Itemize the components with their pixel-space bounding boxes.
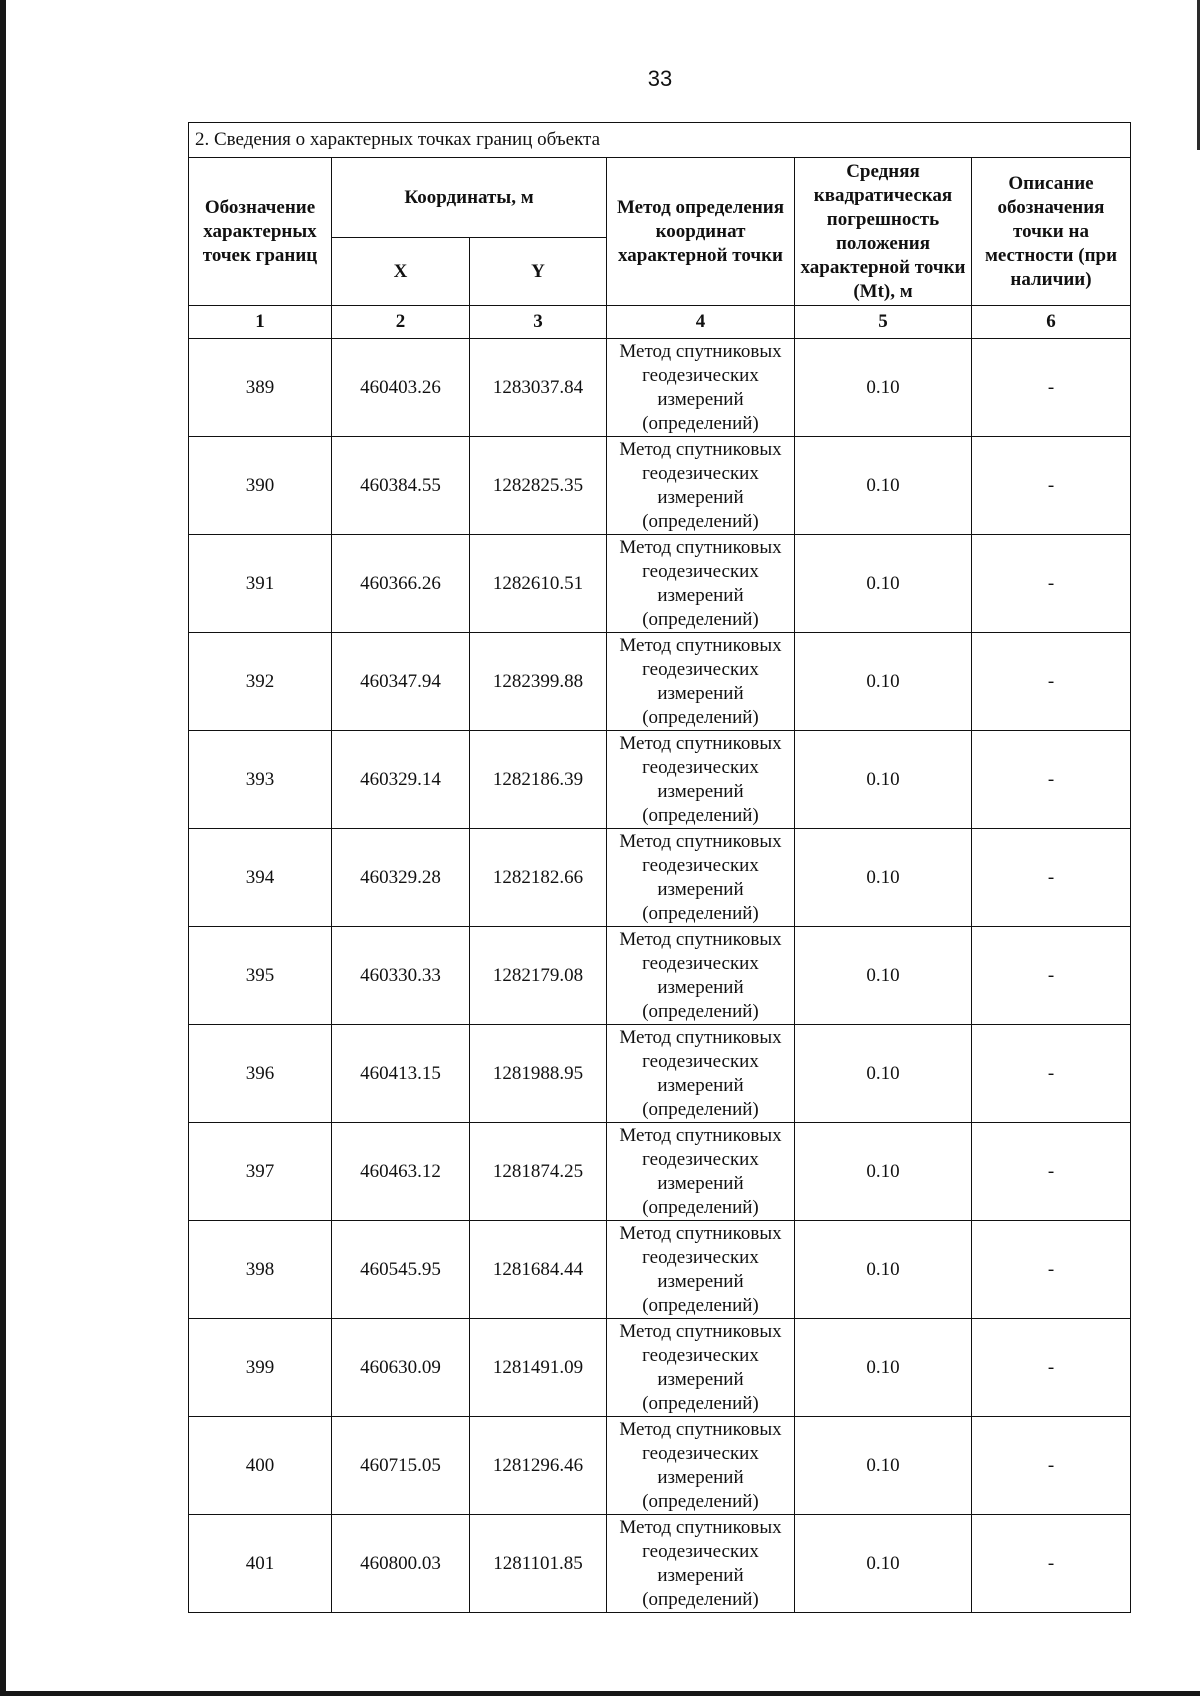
description-cell: - xyxy=(972,1515,1131,1613)
table-row xyxy=(189,339,1131,437)
method-cell: Метод спутниковых геодезических измерений (определений) xyxy=(607,927,795,1025)
table-row xyxy=(189,1123,1131,1221)
description-cell: - xyxy=(972,633,1131,731)
point-cell: 396 xyxy=(189,1025,332,1123)
mean-square-error-cell: 0.10 xyxy=(795,339,972,437)
method-cell: Метод спутниковых геодезических измерений (определений) xyxy=(607,829,795,927)
header-row-1 xyxy=(189,158,1131,238)
mean-square-error-cell: 0.10 xyxy=(795,437,972,535)
x-coordinate-cell: 460330.33 xyxy=(332,927,470,1025)
y-coordinate-cell: 1281874.25 xyxy=(470,1123,607,1221)
point-cell: 395 xyxy=(189,927,332,1025)
boundary-points-table xyxy=(188,122,1131,1613)
mean-square-error-cell: 0.10 xyxy=(795,829,972,927)
description-cell: - xyxy=(972,1319,1131,1417)
point-cell: 391 xyxy=(189,535,332,633)
mean-square-error-cell: 0.10 xyxy=(795,1417,972,1515)
x-coordinate-cell: 460366.26 xyxy=(332,535,470,633)
y-coordinate-cell: 1281988.95 xyxy=(470,1025,607,1123)
method-cell: Метод спутниковых геодезических измерений (определений) xyxy=(607,1123,795,1221)
method-cell: Метод спутниковых геодезических измерений (определений) xyxy=(607,1417,795,1515)
description-cell: - xyxy=(972,437,1131,535)
description-cell: - xyxy=(972,829,1131,927)
header-x: X xyxy=(332,238,470,306)
x-coordinate-cell: 460545.95 xyxy=(332,1221,470,1319)
column-number: 3 xyxy=(470,306,607,339)
x-coordinate-cell: 460347.94 xyxy=(332,633,470,731)
mean-square-error-cell: 0.10 xyxy=(795,633,972,731)
header-y: Y xyxy=(470,238,607,306)
x-coordinate-cell: 460384.55 xyxy=(332,437,470,535)
column-number-row xyxy=(189,306,1131,339)
mean-square-error-cell: 0.10 xyxy=(795,535,972,633)
y-coordinate-cell: 1281101.85 xyxy=(470,1515,607,1613)
scan-edge-bottom xyxy=(0,1691,1200,1696)
mean-square-error-cell: 0.10 xyxy=(795,1319,972,1417)
section-title-row xyxy=(189,123,1131,158)
table-row xyxy=(189,1417,1131,1515)
header-point-designation: Обозначение характерных точек границ xyxy=(189,158,332,306)
point-cell: 400 xyxy=(189,1417,332,1515)
method-cell: Метод спутниковых геодезических измерений (определений) xyxy=(607,633,795,731)
header-coordinates: Координаты, м xyxy=(332,158,607,238)
x-coordinate-cell: 460463.12 xyxy=(332,1123,470,1221)
table-row xyxy=(189,535,1131,633)
column-number: 1 xyxy=(189,306,332,339)
page-number: 33 xyxy=(647,66,673,91)
column-number: 2 xyxy=(332,306,470,339)
method-cell: Метод спутниковых геодезических измерений (определений) xyxy=(607,1221,795,1319)
y-coordinate-cell: 1282825.35 xyxy=(470,437,607,535)
method-cell: Метод спутниковых геодезических измерений (определений) xyxy=(607,1319,795,1417)
table-row xyxy=(189,731,1131,829)
scan-edge-left xyxy=(0,0,6,1696)
method-cell: Метод спутниковых геодезических измерений (определений) xyxy=(607,535,795,633)
table-row xyxy=(189,437,1131,535)
point-cell: 393 xyxy=(189,731,332,829)
method-cell: Метод спутниковых геодезических измерений (определений) xyxy=(607,437,795,535)
y-coordinate-cell: 1282179.08 xyxy=(470,927,607,1025)
table-row xyxy=(189,829,1131,927)
point-cell: 398 xyxy=(189,1221,332,1319)
y-coordinate-cell: 1281684.44 xyxy=(470,1221,607,1319)
point-cell: 401 xyxy=(189,1515,332,1613)
header-description: Описание обозначения точки на местности (при наличии) xyxy=(972,158,1131,306)
y-coordinate-cell: 1281491.09 xyxy=(470,1319,607,1417)
column-number: 4 xyxy=(607,306,795,339)
description-cell: - xyxy=(972,1123,1131,1221)
point-cell: 390 xyxy=(189,437,332,535)
description-cell: - xyxy=(972,339,1131,437)
mean-square-error-cell: 0.10 xyxy=(795,1221,972,1319)
table-body xyxy=(189,339,1131,1613)
description-cell: - xyxy=(972,1417,1131,1515)
table-row xyxy=(189,633,1131,731)
x-coordinate-cell: 460715.05 xyxy=(332,1417,470,1515)
x-coordinate-cell: 460630.09 xyxy=(332,1319,470,1417)
method-cell: Метод спутниковых геодезических измерений (определений) xyxy=(607,731,795,829)
description-cell: - xyxy=(972,535,1131,633)
column-number: 6 xyxy=(972,306,1131,339)
table-row xyxy=(189,1319,1131,1417)
header-method: Метод определения координат характерной точки xyxy=(607,158,795,306)
x-coordinate-cell: 460413.15 xyxy=(332,1025,470,1123)
point-cell: 399 xyxy=(189,1319,332,1417)
table-row xyxy=(189,927,1131,1025)
y-coordinate-cell: 1283037.84 xyxy=(470,339,607,437)
point-cell: 397 xyxy=(189,1123,332,1221)
mean-square-error-cell: 0.10 xyxy=(795,731,972,829)
method-cell: Метод спутниковых геодезических измерений (определений) xyxy=(607,1515,795,1613)
x-coordinate-cell: 460403.26 xyxy=(332,339,470,437)
description-cell: - xyxy=(972,927,1131,1025)
mean-square-error-cell: 0.10 xyxy=(795,1025,972,1123)
y-coordinate-cell: 1282610.51 xyxy=(470,535,607,633)
table-row xyxy=(189,1515,1131,1613)
x-coordinate-cell: 460329.28 xyxy=(332,829,470,927)
section-title: 2. Сведения о характерных точках границ объекта xyxy=(189,123,1131,158)
x-coordinate-cell: 460800.03 xyxy=(332,1515,470,1613)
description-cell: - xyxy=(972,731,1131,829)
table-row xyxy=(189,1221,1131,1319)
mean-square-error-cell: 0.10 xyxy=(795,927,972,1025)
point-cell: 394 xyxy=(189,829,332,927)
description-cell: - xyxy=(972,1025,1131,1123)
header-mean-square-error: Средняя квадратическая погрешность положения характерной точки (Mt), м xyxy=(795,158,972,306)
x-coordinate-cell: 460329.14 xyxy=(332,731,470,829)
mean-square-error-cell: 0.10 xyxy=(795,1515,972,1613)
method-cell: Метод спутниковых геодезических измерений (определений) xyxy=(607,339,795,437)
description-cell: - xyxy=(972,1221,1131,1319)
mean-square-error-cell: 0.10 xyxy=(795,1123,972,1221)
point-cell: 389 xyxy=(189,339,332,437)
point-cell: 392 xyxy=(189,633,332,731)
y-coordinate-cell: 1282399.88 xyxy=(470,633,607,731)
y-coordinate-cell: 1282186.39 xyxy=(470,731,607,829)
column-number: 5 xyxy=(795,306,972,339)
table-row xyxy=(189,1025,1131,1123)
method-cell: Метод спутниковых геодезических измерений (определений) xyxy=(607,1025,795,1123)
y-coordinate-cell: 1282182.66 xyxy=(470,829,607,927)
y-coordinate-cell: 1281296.46 xyxy=(470,1417,607,1515)
